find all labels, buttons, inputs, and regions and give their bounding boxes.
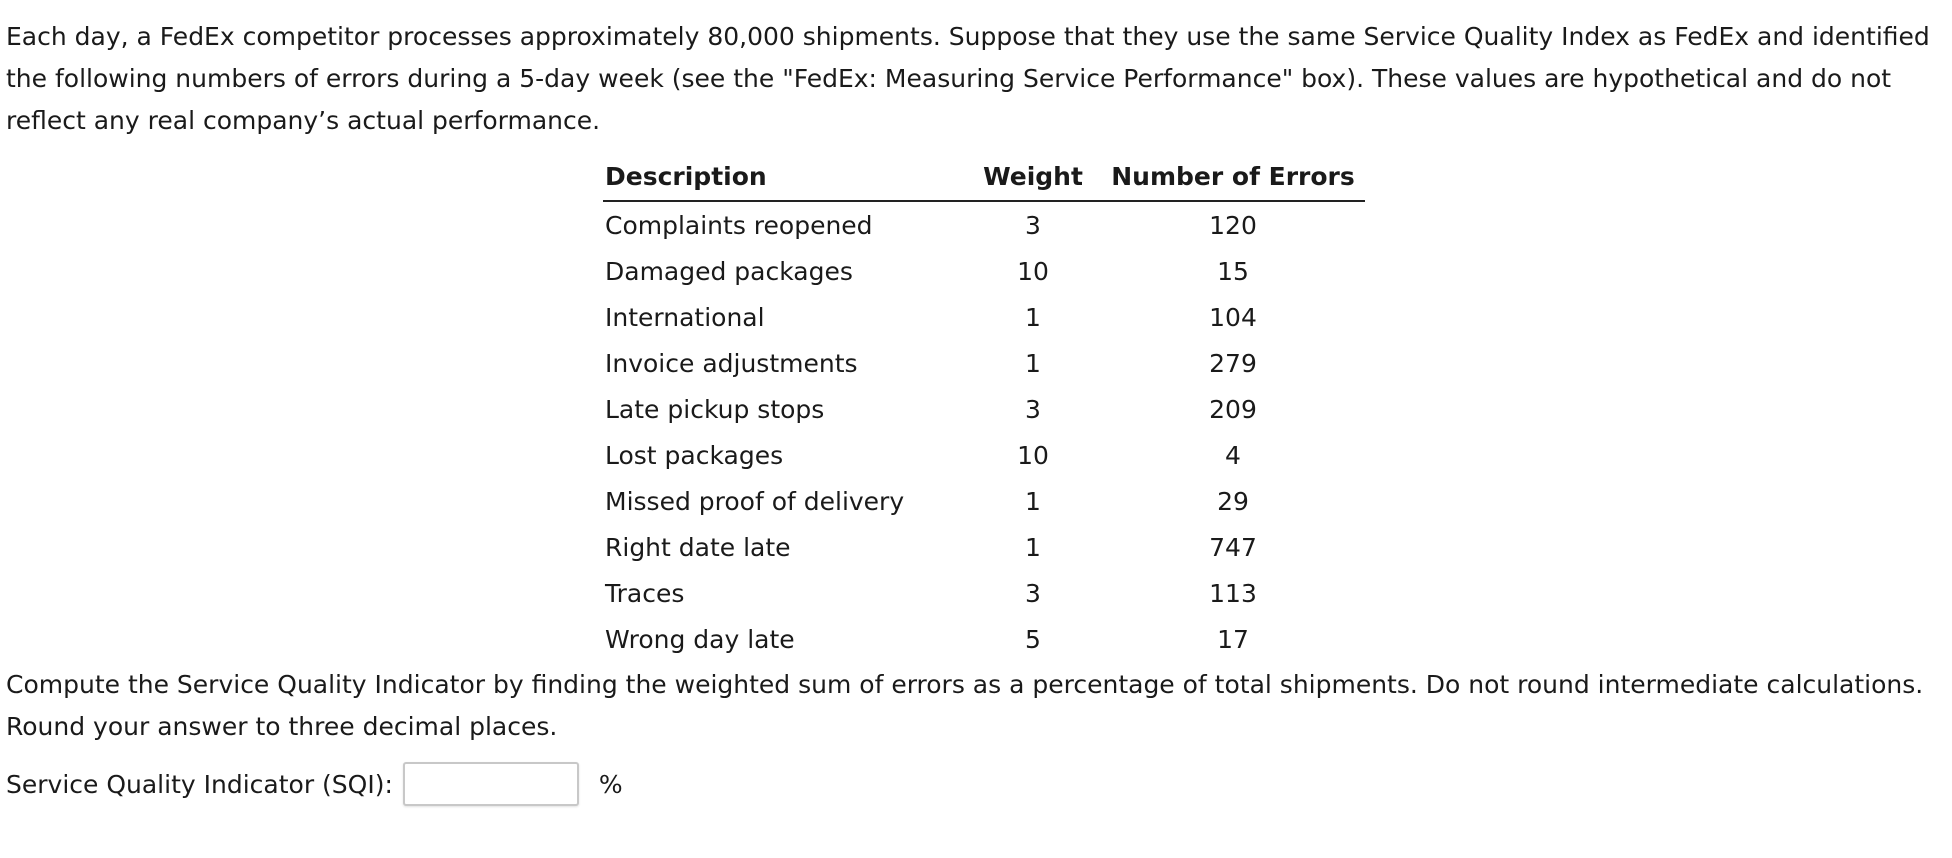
row-weight: 3: [1025, 578, 1041, 608]
row-description: International: [605, 302, 765, 332]
table-row: [603, 248, 1365, 294]
table-row: [603, 478, 1365, 524]
row-description: Wrong day late: [605, 624, 795, 654]
row-description: Complaints reopened: [605, 210, 873, 240]
row-description: Invoice adjustments: [605, 348, 858, 378]
table-header-row: [603, 152, 1365, 201]
row-description: Lost packages: [605, 440, 784, 470]
row-description: Damaged packages: [605, 256, 853, 286]
answer-row: [6, 758, 623, 810]
row-weight: 1: [1025, 348, 1041, 378]
row-weight: 1: [1025, 532, 1041, 562]
table-row: [603, 432, 1365, 478]
percent-unit: %: [598, 769, 623, 799]
row-weight: 1: [1025, 486, 1041, 516]
row-errors: 209: [1209, 394, 1257, 424]
row-description: Traces: [605, 578, 685, 608]
row-errors: 4: [1225, 440, 1241, 470]
row-errors: 120: [1209, 210, 1257, 240]
header-errors: Number of Errors: [1101, 152, 1365, 201]
table-row: [603, 386, 1365, 432]
row-weight: 10: [1017, 440, 1049, 470]
table-row: [603, 570, 1365, 616]
header-weight: Weight: [965, 152, 1101, 201]
table-row: [603, 340, 1365, 386]
row-weight: 1: [1025, 302, 1041, 332]
row-description: Right date late: [605, 532, 791, 562]
row-errors: 104: [1209, 302, 1257, 332]
row-weight: 10: [1017, 256, 1049, 286]
row-errors: 747: [1209, 532, 1257, 562]
row-weight: 5: [1025, 624, 1041, 654]
table-row: [603, 524, 1365, 570]
sqi-label: Service Quality Indicator (SQI):: [6, 769, 393, 799]
table-row: [603, 201, 1365, 248]
row-errors: 113: [1209, 578, 1257, 608]
row-errors: 29: [1217, 486, 1249, 516]
problem-intro: Each day, a FedEx competitor processes approximately 80,000 shipments. Suppose that they use the same Service Quality Index as FedEx and identified the following numbers of errors during a 5-day week (see the "FedEx: Measuring Service Performance" box). These values are hypothetical and do not reflect any real company’s actual performance.: [6, 22, 1930, 135]
header-description: Description: [603, 152, 965, 201]
row-errors: 279: [1209, 348, 1257, 378]
row-weight: 3: [1025, 210, 1041, 240]
sqi-input[interactable]: [403, 762, 579, 806]
row-errors: 17: [1217, 624, 1249, 654]
table-row: [603, 616, 1365, 662]
row-description: Missed proof of delivery: [605, 486, 905, 516]
row-errors: 15: [1217, 256, 1249, 286]
row-weight: 3: [1025, 394, 1041, 424]
row-description: Late pickup stops: [605, 394, 825, 424]
errors-table: [603, 152, 1365, 662]
table-row: [603, 294, 1365, 340]
problem-instructions: Compute the Service Quality Indicator by finding the weighted sum of errors as a percentage of total shipments. Do not round intermediate calculations. Round your answer to three decimal places.: [6, 670, 1924, 741]
